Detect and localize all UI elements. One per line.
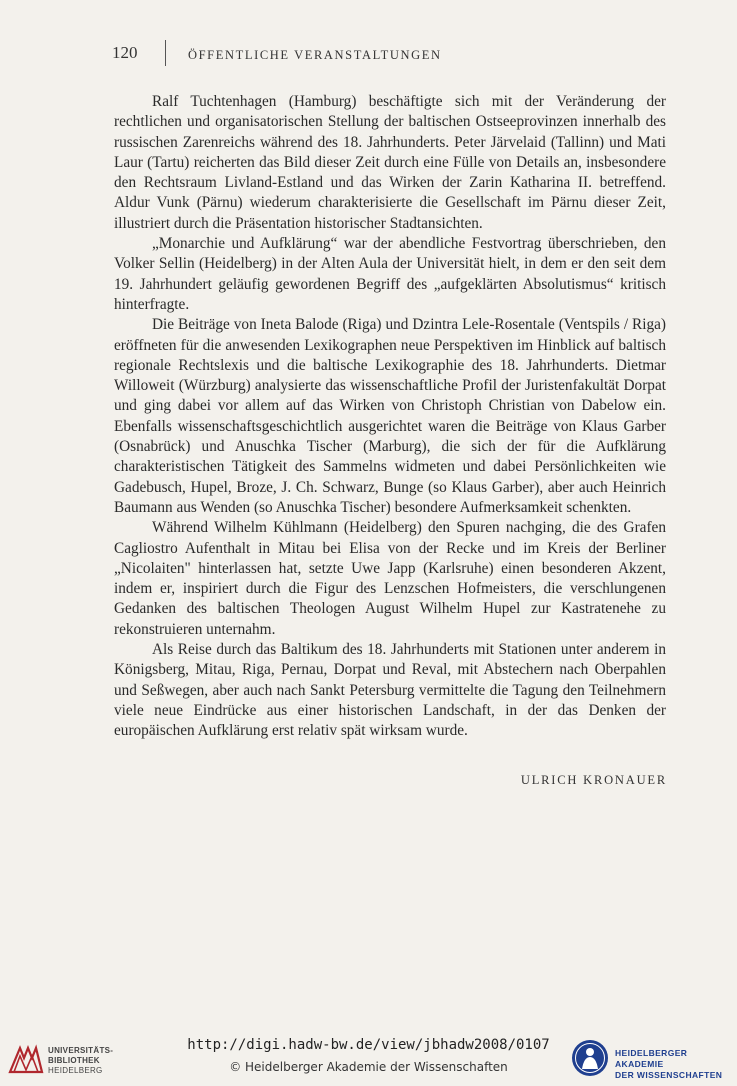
paragraph-5: Als Reise durch das Baltikum des 18. Jahrhunderts mit Stationen unter anderem in Königsberg, Mitau, Riga, Pernau, Dorpat und Reval, mit Abstechern nach Oberpahlen und Seßwegen, aber auch nach Sankt Petersburg vermittelte die Tagung den Teilnehmern viele neue Eindrücke aus einer historischen Landschaft, in der das Denken der europäischen Aufklärung erst relativ spät wirksam wurde. [114,641,666,740]
article-body [114,92,666,742]
library-name-line: BIBLIOTHEK [48,1056,100,1065]
running-title: ÖFFENTLICHE VERANSTALTUNGEN [188,48,442,62]
academy-name[interactable] [615,1048,737,1081]
academy-name-line: HEIDELBERGER AKADEMIE [615,1048,688,1069]
page-footer [0,1034,737,1086]
hadw-seal-icon[interactable] [570,1038,610,1078]
author-signature: ULRICH KRONAUER [520,773,667,787]
copyright-notice: © Heidelberger Akademie der Wissenschaften [229,1060,508,1074]
page-header [112,40,672,70]
paragraph-3: Die Beiträge von Ineta Balode (Riga) und Dzintra Lele-Rosentale (Ventspils / Riga) eröffneten für die anwesenden Lexikographen neue Perspektiven im Hinblick auf baltisch regionale Rechtslexis und die baltische Lexikographie des 18. Jahrhunderts. Dietmar Willoweit (Würzburg) analysierte das wissenschaftliche Profil der Juristenfakultät Dorpat und ging dabei vor allem auf das Wirken von Christoph Christian von Dabelow ein. Ebenfalls wissenschaftsgeschichtlich ausgerichtet waren die Beiträge von Klaus Garber (Osnabrück) und Anuschka Tischer (Marburg), die sich der für die Aufklärung charakteristischen Tätigkeit des Sammelns widmeten und dabei Persönlichkeiten wie Gadebusch, Hupel, Broze, J. Ch. Schwarz, Bunge (so Klaus Garber), aber auch Heinrich Baumann aus Wenden (so Anuschka Tischer) besondere Aufmerksamkeit schenkten. [114,316,666,516]
library-name-line: HEIDELBERG [48,1066,103,1075]
page-number: 120 [112,43,138,62]
paragraph-2: „Monarchie und Aufklärung“ war der abendliche Festvortrag überschrieben, den Volker Sellin (Heidelberg) in der Alten Aula der Universität hielt, in dem er den seit dem 19. Jahrhundert geläufig gewordenen Begriff des „aufgeklärten Absolutismus“ kritisch hinterfragte. [114,235,666,313]
header-divider [165,40,166,66]
academy-name-line: DER WISSENSCHAFTEN [615,1070,723,1080]
permalink-url[interactable]: http://digi.hadw-bw.de/view/jbhadw2008/0107 [187,1037,550,1053]
paragraph-4: Während Wilhelm Kühlmann (Heidelberg) den Spuren nachging, die des Grafen Cagliostro Aufenthalt in Mitau bei Elisa von der Recke und im Kreis der Berliner „Nicolaiten" hinterlassen hat, setzte Uwe Japp (Karlsruhe) einen besonderen Akzent, indem er, inspiriert durch die Figur des Lenzschen Hofmeisters, die verschlungenen Gedanken des baltischen Theologen August Wilhelm Hupel zur Kastratenehe zu rekonstruieren unternahm. [114,519,666,638]
library-name-line: UNIVERSITÄTS- [48,1046,114,1055]
paragraph-1: Ralf Tuchtenhagen (Hamburg) beschäftigte sich mit der Veränderung der rechtlichen und organisatorischen Stellung der baltischen Ostseeprovinzen innerhalb des russischen Zarenreichs während des 18. Jahrhunderts. Peter Järvelaid (Tallinn) und Mati Laur (Tartu) reicherten das Bild dieser Zeit durch eine Fülle von Details an, insbesondere den Rechtsraum Livland-Estland und das Wirken der Zarin Katharina II. betreffend. Aldur Vunk (Pärnu) wiederum charakterisierte die Gesellschaft im Pärnu dieser Zeit, illustriert durch die Präsentation historischer Stadtansichten. [114,93,666,232]
